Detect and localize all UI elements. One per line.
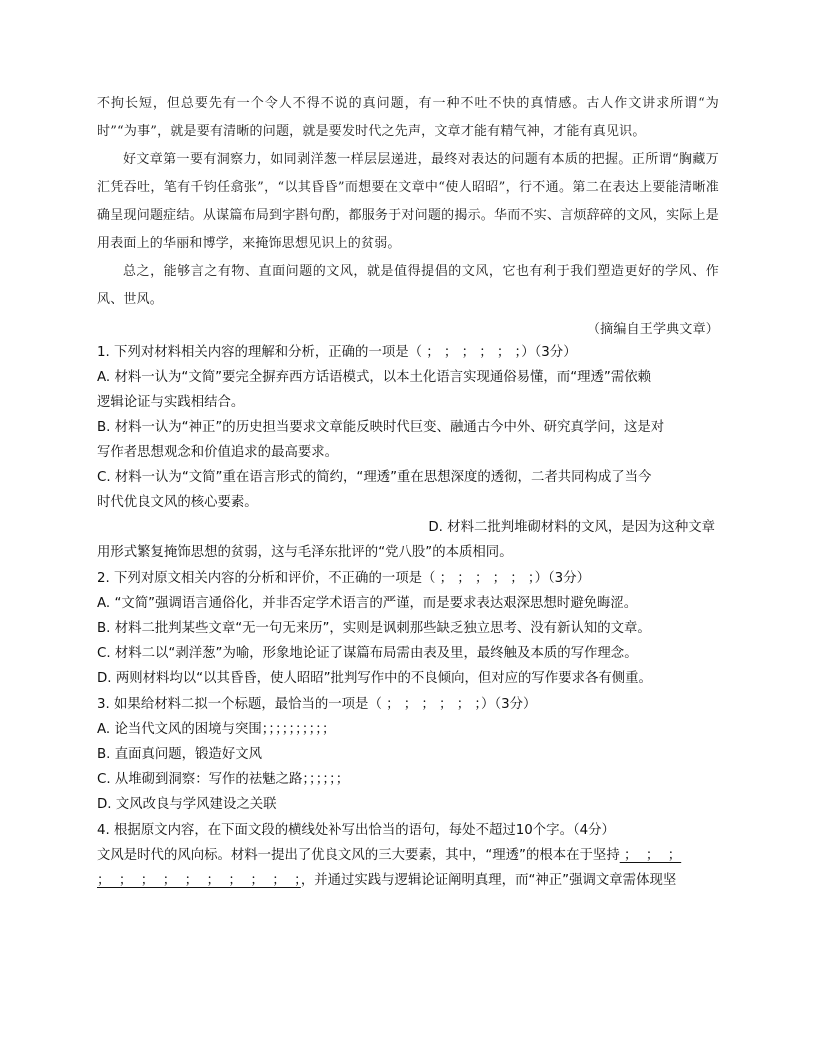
question-1-option-d-cont: 用形式繁复掩饰思想的贫弱，这与毛泽东批评的“党八股”的本质相同。 bbox=[97, 545, 513, 560]
question-1-stem: 1. 下列对材料相关内容的理解和分析，正确的一项是（ ； ； ； ； ； ；）（3分） bbox=[97, 345, 577, 360]
question-1-option-b-cont: 写作者思想观念和价值追求的最高要求。 bbox=[97, 445, 339, 460]
reading-passage bbox=[97, 90, 719, 344]
question-3-option-d: D. 文风改良与学风建设之关联 bbox=[97, 797, 277, 812]
question-2-option-d: D. 两则材料均以“以其昏昏，使人昭昭”批判写作中的不良倾向，但对应的写作要求各有侧重。 bbox=[97, 671, 652, 686]
question-4-fill-line-2 bbox=[97, 868, 719, 893]
question-1-option-c-cont: 时代优良文风的核心要素。 bbox=[97, 495, 258, 510]
question-2-option-c: C. 材料二以“剥洋葱”为喻，形象地论证了谋篇布局需由表及里，最终触及本质的写作理念。 bbox=[97, 646, 638, 661]
question-list bbox=[97, 339, 719, 893]
question-1-option-b: B. 材料一认为“神正”的历史担当要求文章能反映时代巨变、融通古今中外、研究真学问，这是对 bbox=[97, 420, 665, 435]
question-2-stem: 2. 下列对原文相关内容的分析和评价，不正确的一项是（ ； ； ； ； ； ；）（3分） bbox=[97, 571, 590, 586]
question-2-option-a: A. “文简”强调语言通俗化，并非否定学术语言的严谨，而是要求表达艰深思想时避免晦涩。 bbox=[97, 596, 638, 611]
question-3 bbox=[97, 692, 719, 817]
passage-paragraph-2: 好文章第一要有洞察力，如同剥洋葱一样层层递进，最终对表达的问题有本质的把握。正所谓“胸藏万汇凭吞吐，笔有千钧任翕张”，“以其昏昏”而想要在文章中“使人昭昭”，行不通。第二在表达上要能清晰准确呈现问题症结。从谋篇布局到字斟句酌，都服务于对问题的揭示。华而不实、言烦辞碎的文风，实际上是用表面上的华丽和博学，来掩饰思想见识上的贫弱。 bbox=[97, 152, 719, 251]
passage-source: （摘编自王学典文章） bbox=[586, 322, 719, 337]
question-1-option-d: D. 材料二批判堆砌材料的文风，是因为这种文章 bbox=[428, 520, 715, 535]
question-1 bbox=[97, 340, 719, 565]
question-1-option-a-cont: 逻辑论证与实践相结合。 bbox=[97, 395, 245, 410]
question-4 bbox=[97, 818, 719, 893]
question-4-text-2: ，并通过实践与逻辑论证阐明真理，而“神正”强调文章需体现坚 bbox=[300, 873, 677, 888]
question-3-option-b: B. 直面真问题，锻造好文风 bbox=[97, 747, 262, 762]
passage-paragraph-1: 不拘长短，但总要先有一个令人不得不说的真问题，有一种不吐不快的真情感。古人作文讲求所谓“为时”“为事”，就是要有清晰的问题，就是要发时代之先声，文章才能有精气神，才能有真见识。 bbox=[97, 96, 719, 139]
question-4-fill-line-1 bbox=[97, 843, 719, 868]
question-3-stem: 3. 如果给材料二拟一个标题，最恰当的一项是（ ； ； ； ； ； ；）（3分） bbox=[97, 697, 537, 712]
passage-paragraph-3: 总之，能够言之有物、直面问题的文风，就是值得提倡的文风，它也有利于我们塑造更好的学风、作风、世风。 bbox=[97, 264, 719, 307]
answer-blank-1-cont[interactable]: ； ； ； ； ； ； ； ； ； ； bbox=[97, 873, 301, 888]
question-4-stem: 4. 根据原文内容，在下面文段的横线处补写出恰当的语句，每处不超过10个字。（4分） bbox=[97, 823, 615, 838]
question-1-option-a: A. 材料一认为“文简”要完全摒弃西方话语模式，以本土化语言实现通俗易懂，而“理透”需依赖 bbox=[97, 370, 652, 385]
question-2 bbox=[97, 566, 719, 691]
answer-blank-1[interactable]: ； ； ； bbox=[619, 848, 682, 863]
question-1-option-c: C. 材料一认为“文简”重在语言形式的简约，“理透”重在思想深度的透彻，二者共同构成了当今 bbox=[97, 470, 652, 485]
question-3-option-c: C. 从堆砌到洞察：写作的祛魅之路；；；；；； bbox=[97, 772, 350, 787]
question-2-option-b: B. 材料二批判某些文章“无一句无来历”，实则是讽刺那些缺乏独立思考、没有新认知的文章。 bbox=[97, 621, 651, 636]
question-3-option-a: A. 论当代文风的困境与突围；；；；；；；；；； bbox=[97, 722, 336, 737]
question-4-text-1: 文风是时代的风向标。材料一提出了优良文风的三大要素，其中，“理透”的根本在于坚持 bbox=[97, 848, 620, 863]
